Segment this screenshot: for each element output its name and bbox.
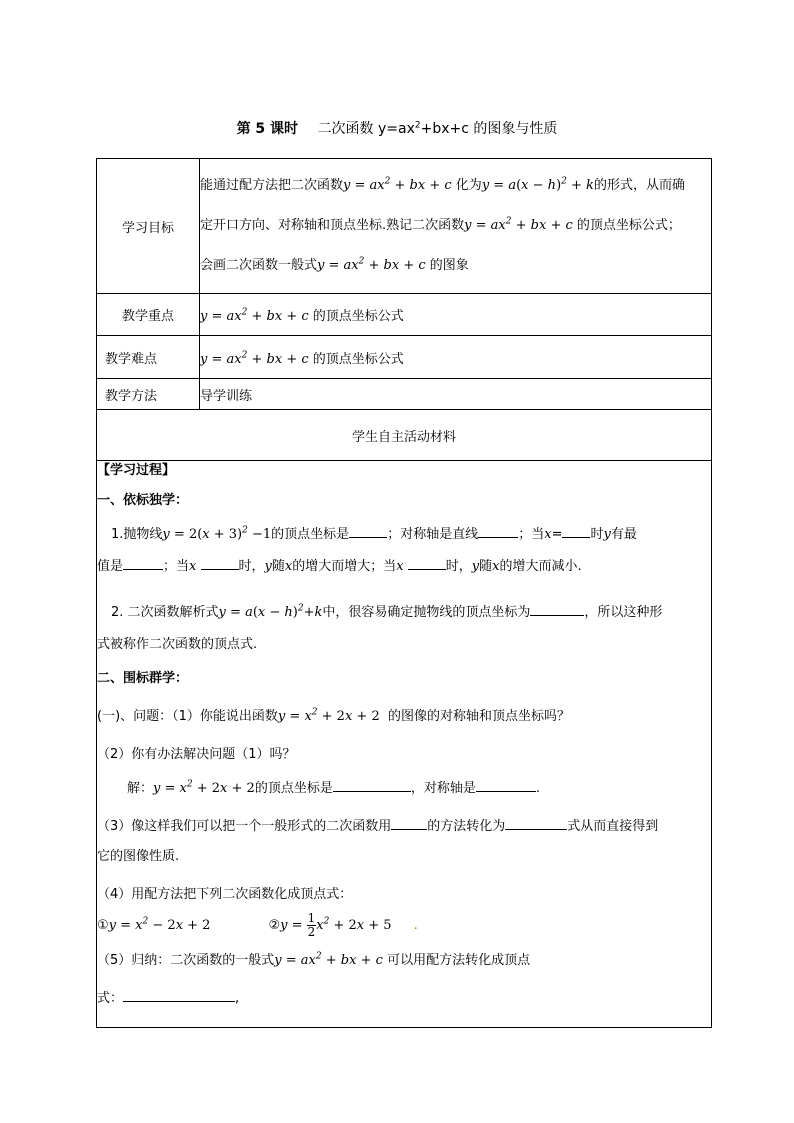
answer-blank[interactable]: [530, 603, 584, 616]
q-text: 2. 二次函数解析式: [111, 605, 219, 620]
q-text: 的顶点坐标是: [254, 781, 333, 796]
question-1-line-1: 1.抛物线$y = 2(x + 3)^2 -1$的顶点坐标是 ；对称轴是直线 ；当x= 时y有最: [111, 525, 637, 542]
formula: $y = ax^2$ + bx + c: [464, 216, 573, 233]
material-row: [97, 410, 712, 461]
problem-4-line-2: 它的图像性质.: [97, 849, 180, 864]
formula: $y = ax^2$ + bx + c: [343, 176, 452, 193]
difficulty-row: [97, 336, 712, 379]
goal-text: 的图象: [429, 258, 469, 273]
q-text: 可以用配方法转化成顶点: [387, 953, 531, 968]
answer-blank[interactable]: [391, 817, 427, 830]
item-marker: ①: [97, 918, 109, 933]
difficulty-text: 的顶点坐标公式: [312, 351, 404, 367]
formula: $y = ax^2$ + bx + c: [317, 256, 426, 273]
process-row: [97, 461, 712, 1028]
q-text: 时，: [238, 559, 265, 574]
method-row: [97, 379, 712, 410]
answer-blank[interactable]: [562, 525, 590, 538]
q-text: 式：: [97, 991, 124, 1006]
var-x: x: [544, 527, 552, 542]
q-text: 的增大而减小.: [499, 559, 582, 574]
convert-items: [97, 909, 711, 943]
goal-line-3: [200, 246, 711, 286]
q-text: 值是: [97, 559, 124, 574]
section-2-heading: 二、围标群学：: [97, 671, 189, 686]
question-2-line-2: 式被称作二次函数的顶点式.: [97, 637, 258, 652]
process-content: [97, 461, 712, 1028]
key-content: [200, 294, 712, 336]
answer-blank[interactable]: [123, 989, 235, 1002]
q-text: 解：: [127, 781, 154, 796]
q-text: 随: [479, 559, 493, 574]
q-text: 的方法转化为: [427, 819, 506, 834]
goal-text: 会画二次函数一般式: [200, 258, 318, 273]
q-text: ，对称轴是: [410, 781, 476, 796]
goal-text: 定开口方向、对称轴和顶点坐标.熟记二次函数: [200, 218, 465, 233]
difficulty-label: 教学难点: [97, 336, 200, 379]
stray-dot: .: [413, 918, 418, 933]
key-row: [97, 294, 712, 336]
question-1-line-2: [97, 555, 711, 579]
q-text: 的图像的对称轴和顶点坐标吗？: [387, 709, 570, 724]
answer-blank[interactable]: [201, 557, 239, 570]
goal-line-1: [200, 166, 711, 206]
answer-blank[interactable]: [478, 525, 518, 538]
problem-6: [97, 949, 711, 973]
method-content: 导学训练: [200, 379, 712, 410]
answer-blank[interactable]: [408, 557, 446, 570]
var-y: y: [264, 559, 272, 574]
key-text: 的顶点坐标公式: [312, 309, 404, 324]
goal-row: [97, 159, 712, 294]
formula: $y = x^2 + 2x + 2$: [153, 779, 255, 796]
formula: y = $\frac{1}{2}$ $x^2 + 2x + 5$: [280, 911, 392, 939]
goal-text: 能通过配方法把二次函数: [200, 178, 344, 193]
formula: $y = ax^2$ + bx + c: [274, 951, 383, 968]
goal-text: 的顶点坐标公式；: [576, 218, 681, 233]
problem-4-line-1: [97, 815, 711, 839]
goal-line-2: [200, 206, 711, 246]
var-y: y: [603, 527, 611, 542]
problem-2: （2）你有办法解决问题（1）吗？: [97, 747, 296, 762]
q-text: ，所以这种形: [584, 605, 663, 620]
lesson-plan-table: [96, 158, 712, 1028]
section-1-heading: 一、依标独学：: [97, 493, 189, 508]
q-text: ；对称轴是直线: [387, 527, 479, 542]
problem-7: 式： ,: [97, 991, 240, 1006]
var-y: y: [471, 559, 480, 574]
goal-content: [200, 159, 712, 294]
q-text: 随: [271, 559, 285, 574]
key-label: 教学重点: [97, 294, 200, 336]
answer-blank[interactable]: [333, 779, 411, 792]
answer-blank[interactable]: [349, 525, 387, 538]
process-heading: 【学习过程】: [97, 463, 176, 478]
q-text: 的顶点坐标是: [271, 527, 350, 542]
difficulty-content: [200, 336, 712, 379]
formula: $y = x^2 - 2x + 2$: [108, 916, 211, 933]
q-text: 1.抛物线: [111, 527, 163, 542]
var-x: x: [396, 559, 404, 574]
q-text: （3）像这样我们可以把一个一般形式的二次函数用: [97, 819, 392, 834]
var-x: x: [492, 559, 500, 574]
answer-blank[interactable]: [476, 779, 536, 792]
title-sup: 2: [414, 120, 421, 131]
material-title: 学生自主活动材料: [97, 410, 712, 461]
q-text: ；当: [163, 559, 190, 574]
formula: $y = ax^2$ + bx + c: [200, 307, 309, 324]
problem-5: （4）用配方法把下列二次函数化成顶点式：: [97, 887, 353, 902]
title-tail: +bx+c 的图象与性质: [420, 121, 558, 137]
lesson-topic: [318, 121, 558, 137]
question-2-line-1: [97, 601, 711, 625]
q-text: 时，: [445, 559, 472, 574]
q-text: （5）归纳：二次函数的一般式: [97, 953, 275, 968]
q-text: 的增大而增大；当: [292, 559, 397, 574]
answer-blank[interactable]: [505, 817, 567, 830]
q-text: 中，很容易确定抛物线的顶点坐标为: [322, 605, 531, 620]
lesson-number: 第 5 课时: [236, 121, 299, 137]
q-text: ；当: [518, 527, 545, 542]
problem-1: [97, 705, 711, 729]
var-x: x: [284, 559, 293, 574]
q-text: 有最: [610, 527, 637, 542]
formula: $y = ax^2$ + bx + c: [200, 350, 309, 367]
q-text: 时: [590, 527, 604, 542]
formula: $y = 2(x + 3)^2 -1$: [162, 525, 272, 542]
q-text: (一)、问题：（1）你能说出函数: [97, 709, 278, 724]
formula: $y = x^2 + 2x + 2$: [277, 707, 380, 724]
goal-text: 的形式，从而确: [593, 178, 685, 193]
problem-3: 解：$y = x^2 + 2x + 2$的顶点坐标是 ，对称轴是 .: [127, 779, 540, 796]
goal-label: 学习目标: [97, 159, 200, 294]
method-label: 教学方法: [97, 379, 200, 410]
item-marker: ②: [268, 918, 281, 933]
formula: $y = a(x - h)^2+k$: [218, 603, 323, 620]
page-title: [0, 118, 794, 138]
q-text: 式从而直接得到: [567, 819, 659, 834]
formula: $y = a(x - h)^2 + k$: [481, 176, 594, 193]
title-part: 二次函数 y=ax: [317, 121, 415, 137]
goal-text: 化为: [455, 178, 482, 193]
answer-blank[interactable]: [123, 557, 163, 570]
var-x: x: [189, 559, 197, 574]
